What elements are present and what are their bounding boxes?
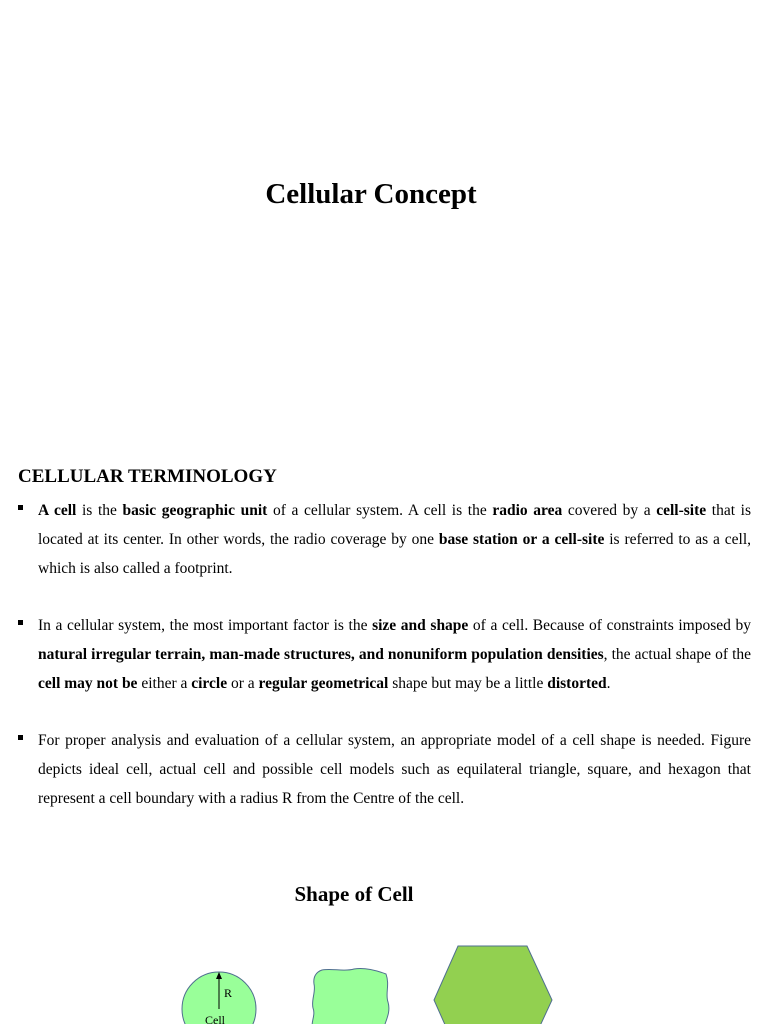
section-heading: CELLULAR TERMINOLOGY xyxy=(18,466,277,487)
text-segment: of a cell. Because of constraints imposed by xyxy=(468,617,751,634)
bold-term: radio area xyxy=(492,502,563,519)
bold-term: natural irregular terrain, man-made structures, and nonuniform population densities xyxy=(38,646,604,663)
bold-term: base station or a cell-site xyxy=(438,531,605,548)
text-segment: For proper analysis and evaluation of a cellular system, an appropriate model of a cell shape is needed. Figure depicts ideal cell, actual cell and possible cell models such as equilateral triangle, square, and hexagon that represent a cell boundary with a radius R from the Centre of the cell. xyxy=(38,732,751,807)
radius-label: R xyxy=(224,986,233,1000)
bold-term: A cell xyxy=(38,502,77,519)
bold-term: cell may not be xyxy=(38,675,138,692)
ideal-cell-label: Cell xyxy=(205,1013,225,1024)
cell-shapes-figure xyxy=(0,930,768,1024)
text-segment: , the actual shape of the xyxy=(603,646,752,663)
bullet-text xyxy=(38,611,751,698)
bold-term: size and shape xyxy=(372,617,469,634)
bold-term: distorted xyxy=(547,675,607,692)
square-bullet-icon xyxy=(18,505,23,510)
text-segment: either a xyxy=(137,675,192,692)
text-segment: of a cellular system. A cell is the xyxy=(267,502,493,519)
figure-title: Shape of Cell xyxy=(294,882,414,906)
bold-term: regular geometrical xyxy=(258,675,389,692)
bold-term: circle xyxy=(191,675,228,692)
text-segment: covered by a xyxy=(562,502,657,519)
text-segment: is the xyxy=(76,502,123,519)
text-segment: or a xyxy=(227,675,259,692)
text-segment: . xyxy=(606,675,611,692)
bullet-text xyxy=(38,496,751,583)
page-title: Cellular Concept xyxy=(265,178,477,210)
hexagon-cell-model xyxy=(434,946,552,1024)
bullet-text xyxy=(38,726,751,813)
square-bullet-icon xyxy=(18,620,23,625)
actual-cell-shape xyxy=(312,968,389,1024)
text-segment: is referred to as a cell, which is also called a footprint. xyxy=(38,531,752,577)
text-segment: that is located at its center. In other words, the radio coverage by one xyxy=(38,502,752,548)
bold-term: cell-site xyxy=(656,502,707,519)
bold-term: basic geographic unit xyxy=(122,502,268,519)
square-bullet-icon xyxy=(18,735,23,740)
text-segment: shape but may be a little xyxy=(388,675,548,692)
text-segment: In a cellular system, the most important factor is the xyxy=(38,617,373,634)
